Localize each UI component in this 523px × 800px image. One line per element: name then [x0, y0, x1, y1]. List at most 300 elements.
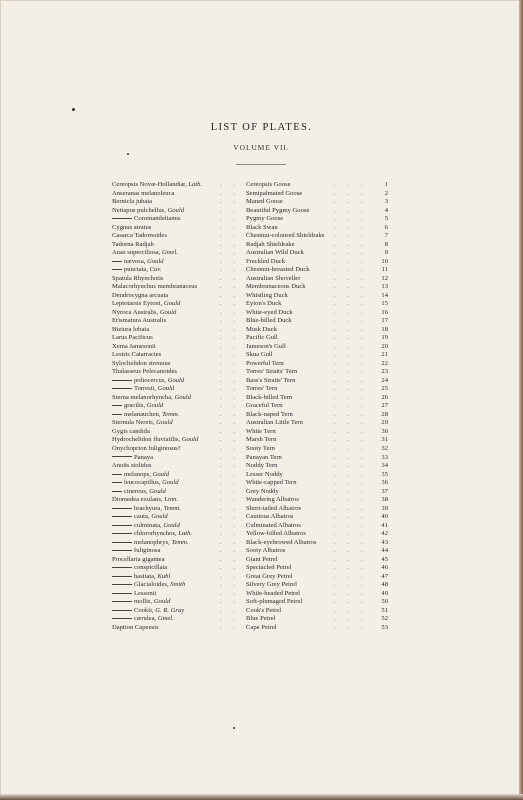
plate-number: 16	[381, 308, 388, 316]
ditto-dash	[112, 567, 132, 568]
dot-leader: . .	[220, 325, 240, 333]
plate-english-name: Australian Wild Duck	[246, 249, 304, 257]
dot-leader: . .	[220, 368, 240, 376]
dot-leader: . .	[220, 274, 240, 282]
dot-leader: . . .	[334, 189, 368, 197]
plate-english-name: White-eyed Duck	[246, 308, 293, 316]
plate-latin-name	[112, 198, 152, 207]
plate-number: 42	[381, 530, 388, 538]
plate-latin-text: Sternula Nereis,	[112, 419, 155, 427]
dot-leader: . .	[220, 496, 240, 504]
plate-latin-text: cauta,	[134, 513, 150, 521]
dot-leader: . .	[220, 283, 240, 291]
dot-leader: . .	[220, 308, 240, 316]
plate-number: 49	[381, 589, 388, 597]
plate-author: Gould	[167, 376, 185, 384]
plate-author: Temm.	[171, 538, 189, 546]
dot-leader: . . .	[334, 606, 368, 614]
plate-row	[112, 496, 388, 505]
plate-latin-text: cinereus,	[124, 487, 148, 495]
ditto-dash	[112, 542, 132, 543]
plate-number: 33	[381, 453, 388, 461]
plate-number: 30	[381, 427, 388, 435]
plate-latin-name	[112, 326, 149, 335]
plate-number: 9	[384, 249, 388, 257]
plate-number: 36	[381, 479, 388, 487]
plate-number: 53	[381, 623, 388, 631]
plate-latin-text: Onychoprion fuliginosus?	[112, 444, 181, 452]
plate-latin-text: Panaya	[134, 453, 154, 461]
dot-leader: . . .	[334, 283, 368, 291]
plate-row	[112, 232, 388, 241]
dot-leader: . . .	[334, 530, 368, 538]
ditto-dash	[112, 584, 132, 585]
dot-leader: . .	[220, 427, 240, 435]
dot-leader: . .	[220, 504, 240, 512]
plate-latin-text: Diomedea exulans,	[112, 496, 163, 504]
plate-latin-text: Lestris Catarractes	[112, 351, 162, 359]
ditto-dash	[112, 516, 132, 517]
plate-latin-text: fuliginosa	[134, 547, 161, 555]
plate-english-name: Marsh Tern	[246, 436, 277, 444]
plate-latin-name	[112, 309, 176, 318]
plate-number: 22	[381, 359, 388, 367]
ditto-dash	[112, 474, 122, 475]
plate-latin-name	[112, 539, 189, 548]
ditto-dash	[112, 533, 132, 534]
page-edge-bottom	[0, 794, 523, 800]
plate-row	[112, 258, 388, 267]
plate-row	[112, 471, 388, 480]
plate-latin-text: brachyura,	[134, 504, 163, 512]
plate-english-name: Pygmy Goose	[246, 215, 284, 223]
dot-leader: . . .	[334, 266, 368, 274]
page-edge-right	[519, 0, 523, 800]
plate-latin-name	[112, 249, 178, 258]
plate-latin-text: melanophrys,	[134, 538, 170, 546]
plate-latin-name	[112, 190, 174, 199]
dot-leader: . . .	[334, 555, 368, 563]
dot-leader: . .	[220, 419, 240, 427]
plate-latin-text: leucocapillus,	[124, 479, 161, 487]
plate-number: 24	[381, 376, 388, 384]
dot-leader: . .	[220, 521, 240, 529]
dot-leader: . .	[220, 598, 240, 606]
plate-latin-text: Lessonii	[134, 589, 157, 597]
plate-latin-text: Anseranas melanoleuca	[112, 189, 175, 197]
plate-row	[112, 598, 388, 607]
plate-english-name: Cook's Petrel	[246, 606, 282, 614]
plate-author: Lath.	[188, 181, 203, 188]
ditto-dash	[112, 405, 122, 406]
plate-latin-name	[112, 394, 191, 403]
dot-leader: . .	[220, 249, 240, 257]
plate-number: 4	[384, 206, 388, 214]
plate-latin-name	[112, 360, 170, 369]
plate-english-name: Culminated Albatros	[246, 521, 301, 529]
plate-row	[112, 309, 388, 318]
plate-latin-name	[112, 215, 181, 224]
dot-leader: . . .	[334, 181, 368, 188]
plate-latin-name	[112, 419, 173, 428]
plate-row	[112, 547, 388, 556]
dot-leader: . . .	[334, 291, 368, 299]
plate-row	[112, 190, 388, 199]
plate-author: Cuv.	[149, 266, 162, 274]
plate-row	[112, 266, 388, 275]
dot-leader: . .	[220, 342, 240, 350]
dot-leader: . . .	[334, 334, 368, 342]
plate-latin-text: culminata,	[134, 521, 162, 529]
plate-number: 29	[381, 419, 388, 427]
plate-number: 51	[381, 606, 388, 614]
plate-english-name: Beautiful Pygmy Goose	[246, 206, 310, 214]
plate-latin-name	[112, 351, 161, 360]
plate-english-name: Maned Goose	[246, 198, 283, 206]
plate-latin-text: Dendrocygna arcuata	[112, 291, 169, 299]
dot-leader: . . .	[334, 572, 368, 580]
dot-leader: . .	[220, 317, 240, 325]
ditto-dash	[112, 491, 122, 492]
plate-number: 5	[384, 215, 388, 223]
dot-leader: . .	[220, 555, 240, 563]
plate-latin-text: Cookii,	[134, 606, 154, 614]
dot-leader: . .	[220, 351, 240, 359]
dot-leader: . . .	[334, 410, 368, 418]
plate-latin-name	[112, 224, 151, 233]
plate-row	[112, 428, 388, 437]
plate-latin-text: Hydrochelidon fluviatilis,	[112, 436, 181, 444]
plate-author: Temm.	[163, 504, 181, 512]
plate-latin-name	[112, 317, 166, 326]
plate-number: 26	[381, 393, 388, 401]
plate-english-name: Freckled Duck	[246, 257, 285, 265]
plate-number: 19	[381, 334, 388, 342]
plate-number: 12	[381, 274, 388, 282]
dot-leader: . . .	[334, 215, 368, 223]
plate-row	[112, 615, 388, 624]
plate-latin-name	[112, 590, 156, 599]
dot-leader: . .	[220, 206, 240, 214]
dot-leader: . . .	[334, 427, 368, 435]
plate-latin-text: Gygis candida	[112, 427, 150, 435]
plate-english-name: Grey Noddy	[246, 487, 279, 495]
plate-latin-name	[112, 522, 180, 531]
ditto-dash	[112, 601, 132, 602]
dot-leader: . . .	[334, 513, 368, 521]
plate-author: Gould	[167, 206, 184, 214]
plate-row	[112, 530, 388, 539]
plate-number: 38	[381, 496, 388, 504]
plate-number: 31	[381, 436, 388, 444]
plate-latin-text: punctata,	[124, 266, 148, 274]
plate-row	[112, 317, 388, 326]
plate-english-name: Short-tailed Albatros	[246, 504, 302, 512]
plate-number: 44	[381, 547, 388, 555]
plate-row	[112, 351, 388, 360]
plate-english-name: Sooty Tern	[246, 444, 275, 452]
dot-leader: . . .	[334, 393, 368, 401]
dot-leader: . .	[220, 410, 240, 418]
plate-latin-text: Nettapus pulchellus,	[112, 206, 166, 214]
volume-heading: VOLUME VII.	[233, 143, 290, 152]
plate-latin-name	[112, 275, 163, 284]
plate-latin-text: Sylochelidon strenuus	[112, 359, 171, 367]
ditto-dash	[112, 388, 132, 389]
plate-latin-name	[112, 258, 164, 267]
dot-leader: . . .	[334, 317, 368, 325]
dot-leader: . . .	[334, 462, 368, 470]
plate-number: 3	[384, 198, 388, 206]
plate-latin-name	[112, 266, 161, 275]
ditto-dash	[112, 550, 132, 551]
dot-leader: . . .	[334, 623, 368, 631]
ditto-dash	[112, 508, 132, 509]
plate-latin-text: Bernicla jubata	[112, 198, 153, 206]
plate-number: 46	[381, 564, 388, 572]
dot-leader: . .	[220, 189, 240, 197]
plate-latin-text: mollis,	[134, 598, 153, 606]
plate-english-name: Soft-plumaged Petrel	[246, 598, 303, 606]
plate-latin-name	[112, 479, 179, 488]
plate-author: Gould	[153, 598, 171, 606]
plate-number: 7	[384, 232, 388, 240]
ink-speck	[127, 153, 129, 155]
plate-english-name: Eyton's Duck	[246, 300, 282, 308]
plate-row	[112, 215, 388, 224]
plate-author: Gould	[181, 436, 199, 444]
dot-leader: . .	[220, 181, 240, 188]
plate-english-name: Chestnut-coloured Shieldrake	[246, 232, 325, 240]
plate-latin-name	[112, 181, 202, 190]
plate-number: 41	[381, 521, 388, 529]
plate-author: Temm.	[162, 410, 180, 418]
plate-english-name: White-capped Tern	[246, 479, 297, 487]
plate-row	[112, 564, 388, 573]
plate-english-name: Radjah Shieldrake	[246, 240, 295, 248]
plate-english-name: Whistling Duck	[246, 291, 288, 299]
plate-number: 39	[381, 504, 388, 512]
dot-leader: . . .	[334, 479, 368, 487]
plate-english-name: Torres' Straits' Tern	[246, 368, 298, 376]
plate-row	[112, 181, 388, 190]
dot-leader: . . .	[334, 547, 368, 555]
dot-leader: . .	[220, 470, 240, 478]
plate-latin-text: Procellaria gigantea	[112, 555, 165, 563]
dot-leader: . . .	[334, 385, 368, 393]
dot-leader: . . .	[334, 240, 368, 248]
plate-row	[112, 556, 388, 565]
plate-latin-name	[112, 334, 153, 343]
plate-number: 2	[384, 189, 388, 197]
plate-latin-text: Anas superciliosa,	[112, 249, 161, 257]
plate-latin-name	[112, 377, 184, 386]
plate-row	[112, 241, 388, 250]
plate-english-name: White Tern	[246, 427, 276, 435]
plate-number: 21	[381, 351, 388, 359]
plate-row	[112, 360, 388, 369]
plate-english-name: Blue Petrel	[246, 615, 276, 623]
plate-latin-text: Malacorhynchus membranaceus	[112, 283, 198, 291]
plate-english-name: Australian Little Tern	[246, 419, 303, 427]
plate-latin-name	[112, 445, 181, 454]
plate-latin-text: cærulea,	[134, 615, 157, 623]
plate-latin-text: Anoüs stolidus	[112, 462, 152, 470]
dot-leader: . . .	[334, 589, 368, 597]
plate-row	[112, 292, 388, 301]
dot-leader: . .	[220, 393, 240, 401]
plate-author: Gould	[146, 402, 164, 410]
dot-leader: . .	[220, 376, 240, 384]
dot-leader: . .	[220, 453, 240, 461]
dot-leader: . .	[220, 198, 240, 206]
plate-row	[112, 249, 388, 258]
plate-author: Gould	[163, 300, 181, 308]
dot-leader: . . .	[334, 232, 368, 240]
dot-leader: . . .	[334, 342, 368, 350]
plate-row	[112, 505, 388, 514]
plate-english-name: Skua Gull	[246, 351, 273, 359]
plate-latin-text: Coromandelianus	[134, 215, 181, 223]
plate-latin-name	[112, 573, 170, 582]
ditto-dash	[112, 380, 132, 381]
ditto-dash	[112, 593, 132, 594]
plate-english-name: Black-naped Tern	[246, 410, 293, 418]
plate-row	[112, 207, 388, 216]
plate-latin-text: melanauchen,	[124, 410, 161, 418]
dot-leader: . .	[220, 589, 240, 597]
plate-author: Gmel.	[157, 615, 174, 623]
dot-leader: . . .	[334, 325, 368, 333]
plate-author: Gould	[157, 385, 175, 393]
plate-number: 8	[384, 240, 388, 248]
plate-number: 17	[381, 317, 388, 325]
dot-leader: . .	[220, 606, 240, 614]
plate-latin-name	[112, 411, 179, 420]
plate-author: Gould	[156, 419, 173, 427]
plate-english-name: Giant Petrel	[246, 555, 278, 563]
dot-leader: . . .	[334, 308, 368, 316]
plate-latin-name	[112, 496, 178, 505]
plate-latin-name	[112, 607, 184, 616]
plate-row	[112, 394, 388, 403]
dot-leader: . .	[220, 291, 240, 299]
dot-leader: . .	[220, 402, 240, 410]
plate-number: 40	[381, 513, 388, 521]
dot-leader: . . .	[334, 615, 368, 623]
plate-english-name: Semipalmated Goose	[246, 189, 303, 197]
plate-number: 48	[381, 581, 388, 589]
plate-author: Lath.	[178, 530, 193, 538]
dot-leader: . . .	[334, 598, 368, 606]
plate-english-name: Blue-billed Duck	[246, 317, 292, 325]
plate-author: Gould	[159, 308, 177, 316]
dot-leader: . . .	[334, 249, 368, 257]
plate-english-name: Black Swan	[246, 223, 278, 231]
ink-speck	[72, 108, 75, 111]
plate-latin-name	[112, 488, 166, 497]
dot-leader: . . .	[334, 504, 368, 512]
plate-latin-name	[112, 547, 160, 556]
plate-english-name: Panayan Tern	[246, 453, 282, 461]
plate-latin-name	[112, 615, 174, 624]
dot-leader: . . .	[334, 521, 368, 529]
page-title: LIST OF PLATES.	[210, 122, 313, 133]
plate-row	[112, 402, 388, 411]
dot-leader: . .	[220, 232, 240, 240]
plates-list	[112, 181, 388, 632]
plate-latin-name	[112, 624, 159, 633]
plate-latin-text: Sterna melanorhyncha,	[112, 393, 173, 401]
dot-leader: . .	[220, 385, 240, 393]
dot-leader: . .	[220, 257, 240, 265]
plate-latin-text: gracilis,	[124, 402, 146, 410]
plate-latin-text: chlororhynchos,	[134, 530, 177, 538]
plate-row	[112, 368, 388, 377]
dot-leader: . .	[220, 479, 240, 487]
plate-english-name: Wandering Albatros	[246, 496, 299, 504]
dot-leader: . . .	[334, 564, 368, 572]
dot-leader: . . .	[334, 300, 368, 308]
ditto-dash	[112, 525, 132, 526]
plate-number: 50	[381, 598, 388, 606]
plate-number: 52	[381, 615, 388, 623]
dot-leader: . . .	[334, 376, 368, 384]
plate-row	[112, 326, 388, 335]
plate-number: 25	[381, 385, 388, 393]
plate-english-name: Musk Duck	[246, 325, 277, 333]
plate-number: 28	[381, 410, 388, 418]
plate-number: 27	[381, 402, 388, 410]
dot-leader: . . .	[334, 223, 368, 231]
plate-row	[112, 539, 388, 548]
plate-latin-text: hasitata,	[134, 572, 156, 580]
plate-latin-text: Daption Capensis	[112, 623, 159, 631]
plate-row	[112, 624, 388, 633]
dot-leader: . .	[220, 615, 240, 623]
plate-english-name: Graceful Tern	[246, 402, 283, 410]
plate-number: 13	[381, 283, 388, 291]
plate-row	[112, 275, 388, 284]
plate-english-name: White-headed Petrel	[246, 589, 301, 597]
dot-leader: . .	[220, 623, 240, 631]
ditto-dash	[112, 261, 122, 262]
plate-number: 43	[381, 538, 388, 546]
plate-number: 47	[381, 572, 388, 580]
plate-english-name: Lesser Noddy	[246, 470, 283, 478]
plate-latin-name	[112, 402, 163, 411]
ditto-dash	[112, 456, 132, 457]
plate-latin-text: Thalasseus Pelecanoides	[112, 368, 178, 376]
plate-number: 6	[384, 223, 388, 231]
plate-row	[112, 522, 388, 531]
dot-leader: . .	[220, 547, 240, 555]
dot-leader: . .	[220, 487, 240, 495]
dot-leader: . .	[220, 581, 240, 589]
plate-number: 1	[384, 181, 388, 188]
dot-leader: . .	[220, 462, 240, 470]
dot-leader: . .	[220, 223, 240, 231]
dot-leader: . .	[220, 436, 240, 444]
plate-author: G. R. Gray	[155, 606, 185, 614]
dot-leader: . . .	[334, 496, 368, 504]
plate-latin-name	[112, 505, 181, 514]
plate-row	[112, 462, 388, 471]
plate-latin-name	[112, 343, 156, 352]
ditto-dash	[112, 414, 122, 415]
plate-latin-name	[112, 283, 197, 292]
plate-latin-name	[112, 581, 185, 590]
